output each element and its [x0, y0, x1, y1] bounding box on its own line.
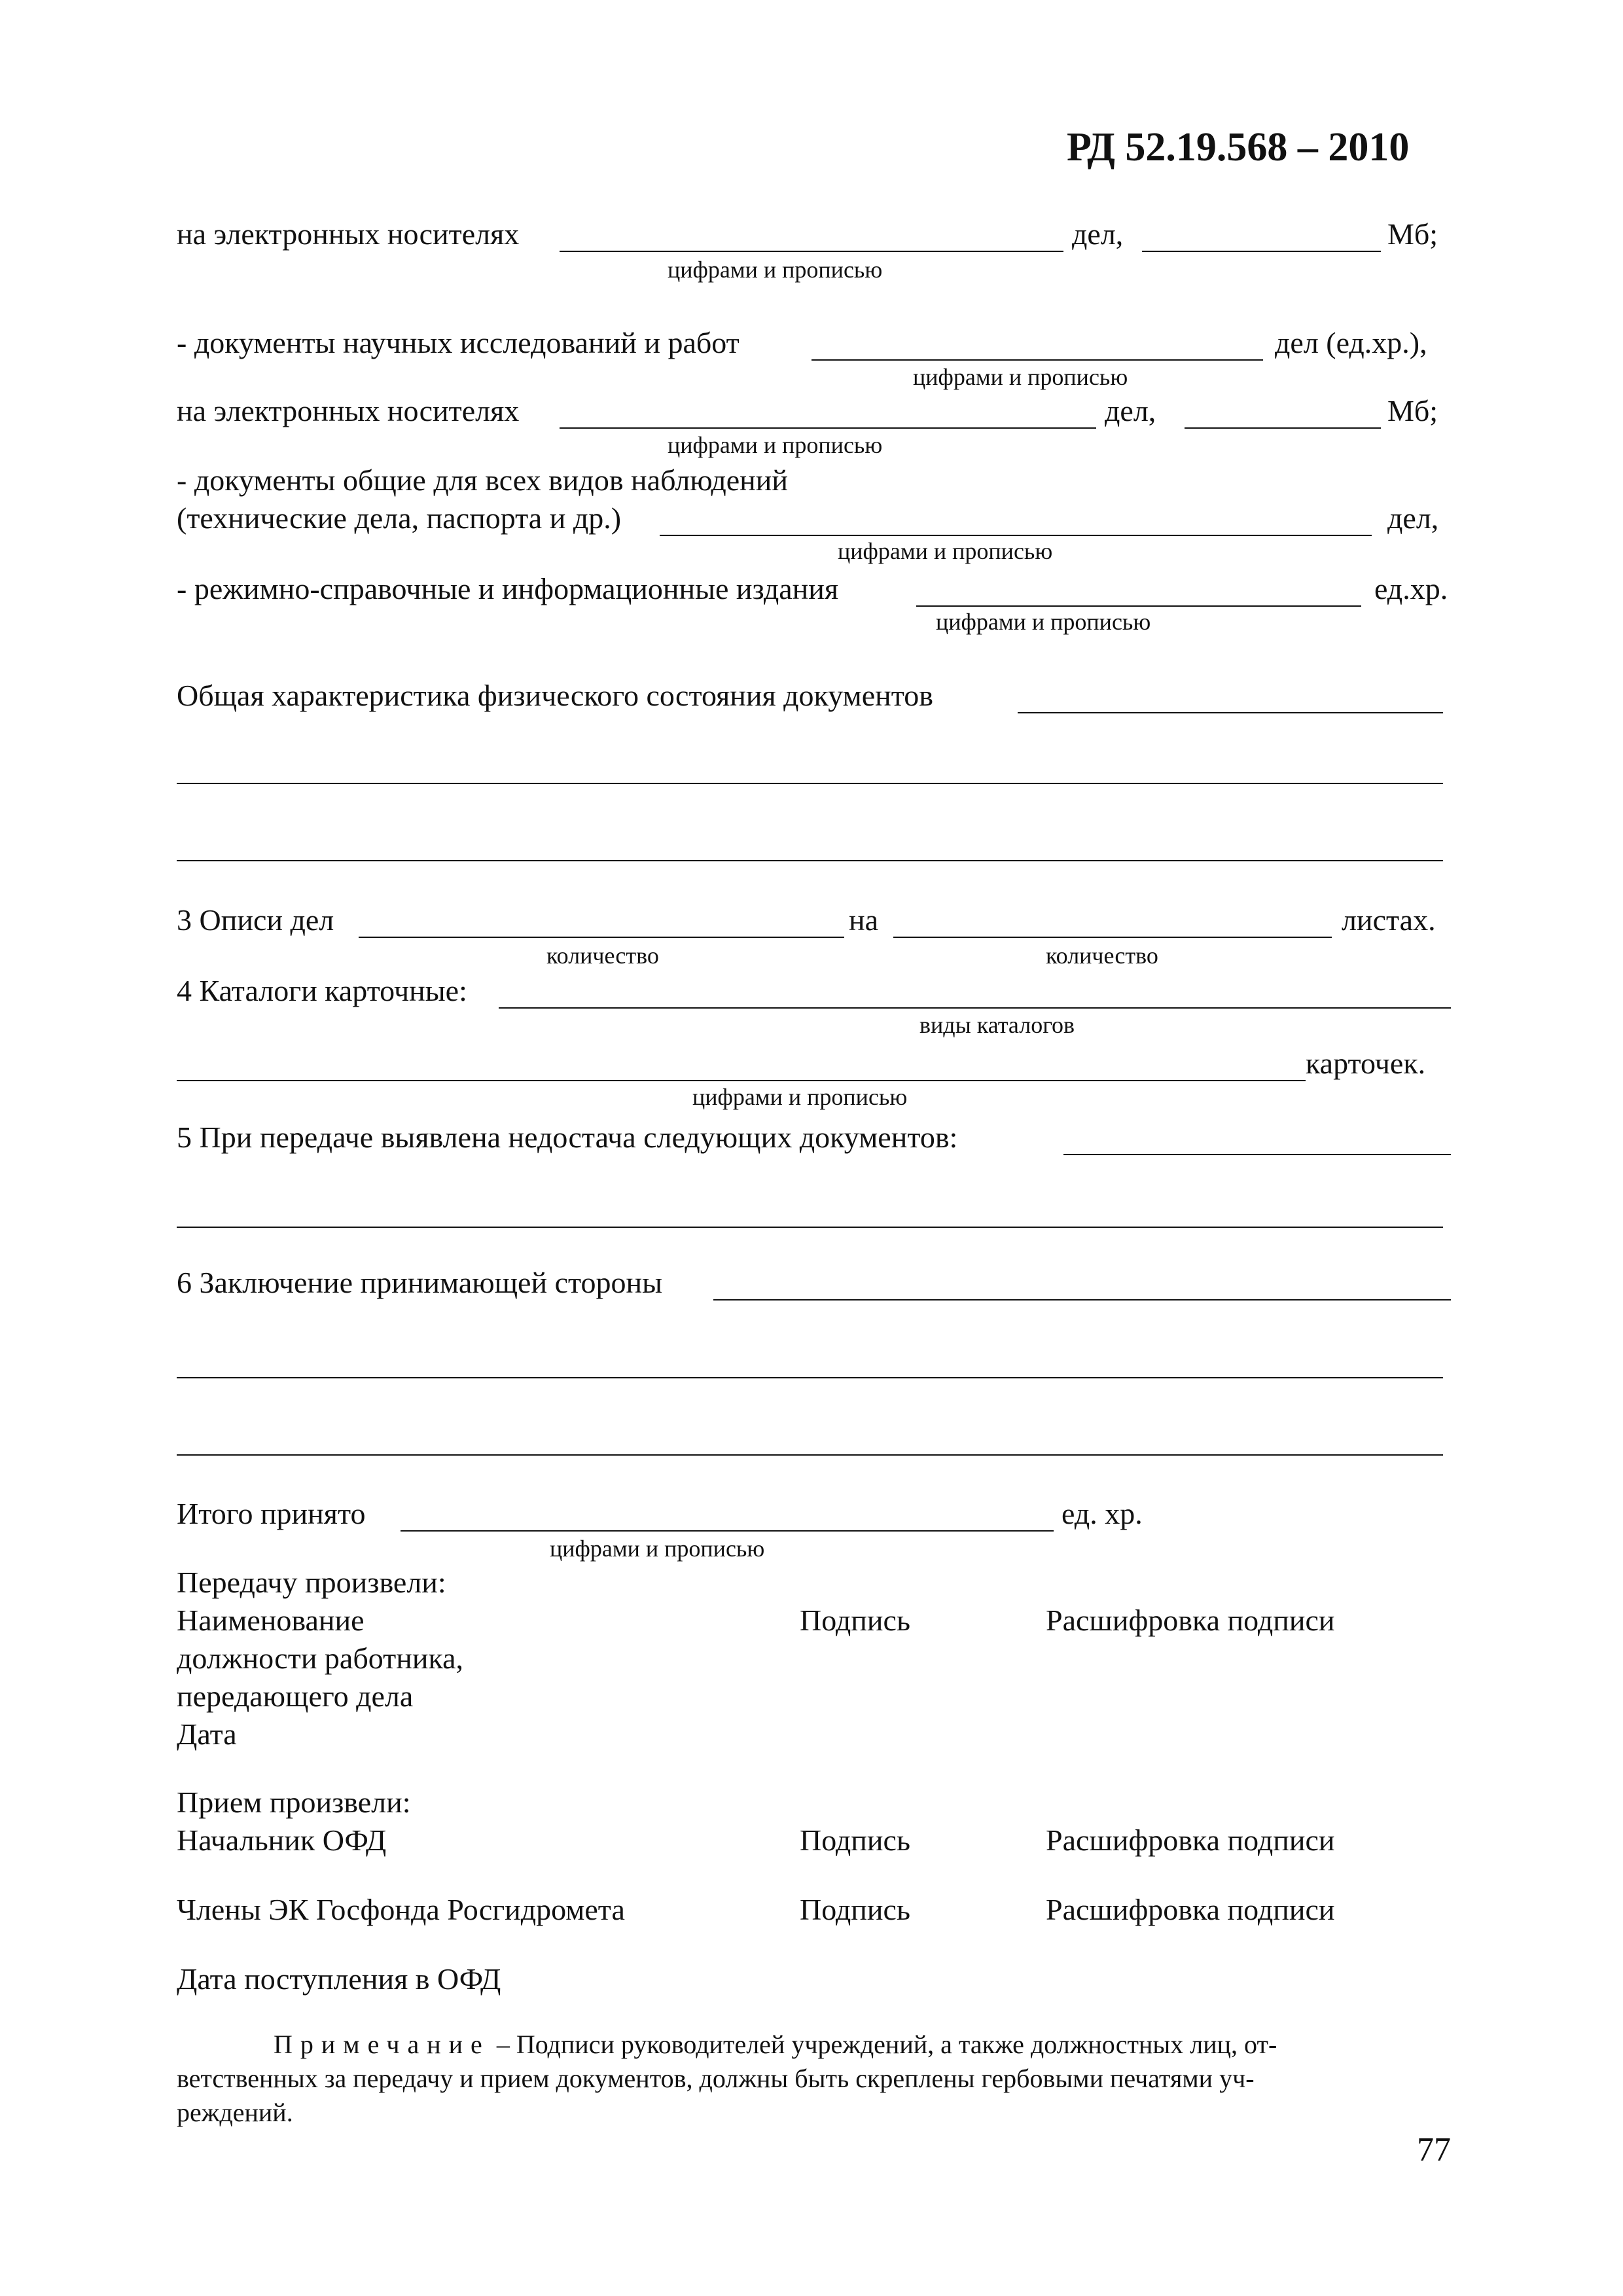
caption-digits-words: цифрами и прописью	[936, 609, 1151, 635]
electronic-cases-field[interactable]	[560, 427, 1096, 429]
physical-state-line-3[interactable]	[177, 860, 1443, 861]
unit-storage: ед. хр.	[1061, 1497, 1143, 1530]
research-docs-field[interactable]	[812, 359, 1263, 361]
reference-publications-label: - режимно-справочные и информационные издания	[177, 572, 839, 605]
catalogs-label: 4 Каталоги карточные:	[177, 974, 467, 1007]
total-accepted-label: Итого принято	[177, 1497, 366, 1530]
total-accepted-field[interactable]	[401, 1530, 1054, 1532]
physical-state-label: Общая характеристика физического состояния документов	[177, 679, 933, 712]
catalog-cards-field[interactable]	[177, 1080, 1306, 1081]
sheets-count-field[interactable]	[893, 937, 1332, 938]
common-docs-label: - документы общие для всех видов наблюдений	[177, 463, 788, 497]
conclusion-line-2[interactable]	[177, 1377, 1443, 1378]
electronic-mb-field[interactable]	[1185, 427, 1381, 429]
note-text-2: ветственных за передачу и прием документов, должны быть скреплены гербовыми печатями уч-	[177, 2064, 1255, 2093]
unit-mb: Мб;	[1387, 217, 1438, 251]
transfer-position-line: должности работника,	[177, 1641, 464, 1675]
conclusion-line-3[interactable]	[177, 1454, 1443, 1456]
note-title: Примечание	[274, 2030, 490, 2059]
inventories-on-label: на	[849, 903, 879, 937]
unit-mb: Мб;	[1387, 394, 1438, 427]
conclusion-field[interactable]	[713, 1299, 1451, 1300]
caption-digits-words: цифрами и прописью	[913, 364, 1128, 390]
reception-heading: Прием произвели:	[177, 1785, 411, 1819]
caption-digits-words: цифрами и прописью	[550, 1535, 765, 1562]
unit-cases: дел,	[1072, 217, 1124, 251]
inventories-label: 3 Описи дел	[177, 903, 334, 937]
unit-cases: дел,	[1387, 501, 1439, 535]
unit-storage: ед.хр.	[1374, 572, 1448, 605]
signature-decoding-label: Расшифровка подписи	[1046, 1604, 1335, 1637]
document-code: РД 52.19.568 – 2010	[1067, 125, 1410, 170]
signature-label: Подпись	[800, 1893, 910, 1926]
conclusion-label: 6 Заключение принимающей стороны	[177, 1266, 663, 1299]
receipt-date-label: Дата поступления в ОФД	[177, 1962, 501, 1996]
signature-decoding-label: Расшифровка подписи	[1046, 1893, 1335, 1926]
caption-quantity: количество	[1046, 942, 1158, 969]
unit-sheets: листах.	[1342, 903, 1436, 937]
unit-cases: дел,	[1105, 394, 1156, 427]
signature-label: Подпись	[800, 1604, 910, 1637]
transfer-heading: Передачу произвели:	[177, 1566, 446, 1599]
caption-quantity: количество	[546, 942, 659, 969]
unit-cards: карточек.	[1306, 1047, 1426, 1080]
caption-digits-words: цифрами и прописью	[668, 432, 883, 458]
signature-decoding-label: Расшифровка подписи	[1046, 1823, 1335, 1857]
caption-digits-words: цифрами и прописью	[838, 538, 1053, 564]
physical-state-field[interactable]	[1018, 712, 1443, 713]
catalog-types-field[interactable]	[499, 1007, 1451, 1009]
electronic-media-label: на электронных носителях	[177, 217, 520, 251]
shortage-field[interactable]	[1063, 1154, 1451, 1155]
electronic-cases-field[interactable]	[560, 251, 1063, 252]
shortage-line-2[interactable]	[177, 1227, 1443, 1228]
common-docs-field[interactable]	[660, 535, 1372, 536]
note-text-3: реждений.	[177, 2098, 293, 2127]
page-number: 77	[1417, 2131, 1451, 2168]
caption-digits-words: цифрами и прописью	[692, 1084, 908, 1110]
signature-label: Подпись	[800, 1823, 910, 1857]
shortage-label: 5 При передаче выявлена недостача следующих документов:	[177, 1121, 958, 1154]
reception-role: Начальник ОФД	[177, 1823, 387, 1857]
reception-role: Члены ЭК Госфонда Росгидромета	[177, 1893, 625, 1926]
common-docs-label-2: (технические дела, паспорта и др.)	[177, 501, 622, 535]
research-docs-label: - документы научных исследований и работ	[177, 326, 740, 359]
caption-catalog-types: виды каталогов	[919, 1012, 1075, 1038]
reference-publications-field[interactable]	[916, 605, 1361, 607]
unit-cases-storage: дел (ед.хр.),	[1275, 326, 1427, 359]
transfer-position-line: передающего дела	[177, 1679, 414, 1713]
electronic-media-label: на электронных носителях	[177, 394, 520, 427]
caption-digits-words: цифрами и прописью	[668, 257, 883, 283]
physical-state-line-2[interactable]	[177, 783, 1443, 784]
transfer-date-label: Дата	[177, 1717, 237, 1751]
electronic-mb-field[interactable]	[1142, 251, 1381, 252]
transfer-position-line: Наименование	[177, 1604, 365, 1637]
note-line-1	[274, 2028, 1277, 2062]
inventories-count-field[interactable]	[359, 937, 844, 938]
note-text-1: – Подписи руководителей учреждений, а также должностных лиц, от-	[496, 2030, 1277, 2059]
